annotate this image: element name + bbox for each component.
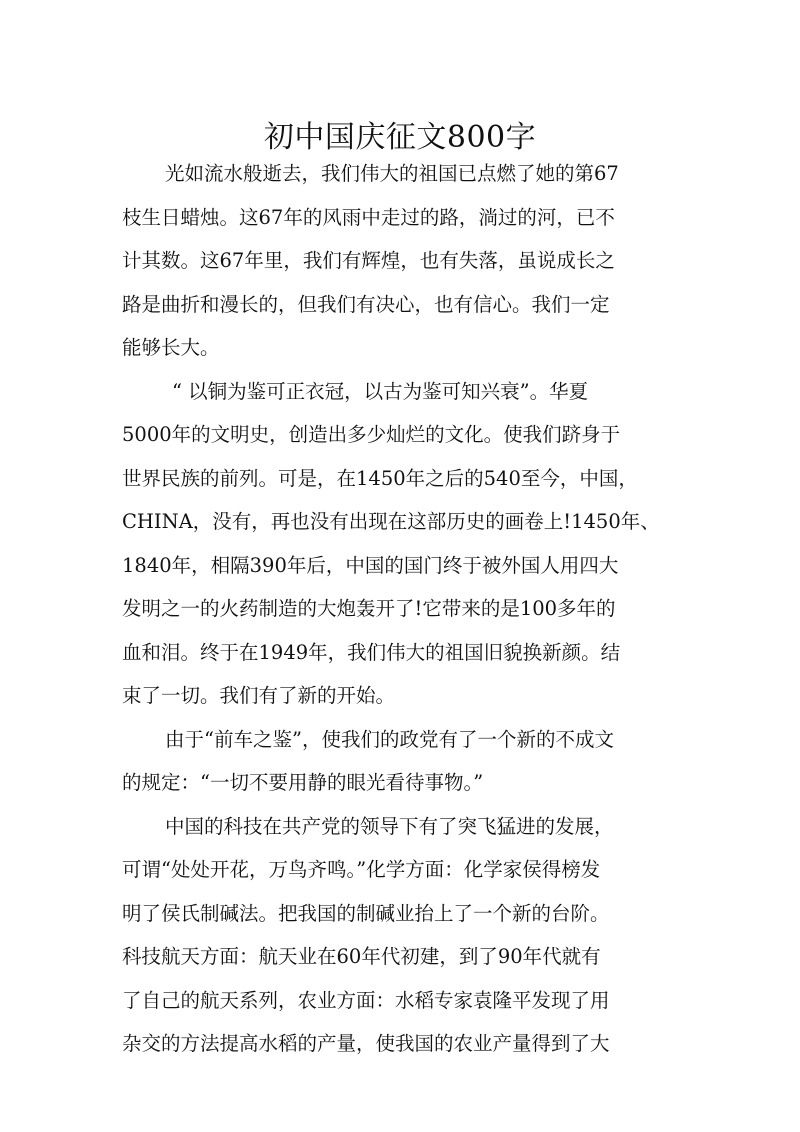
text-line: 计其数。这67年里，我们有辉煌，也有失落，虽说成长之 bbox=[122, 249, 615, 272]
text-line: 的规定：“一切不要用静的眼光看待事物。” bbox=[122, 771, 484, 794]
text-line: 科技航天方面：航天业在60年代初建，到了90年代就有 bbox=[122, 945, 601, 968]
text-line: 束了一切。我们有了新的开始。 bbox=[122, 684, 396, 707]
text-line: 能够长大。 bbox=[122, 336, 220, 359]
text-line: 血和泪。终于在1949年，我们伟大的祖国旧貌换新颜。结 bbox=[122, 640, 621, 664]
text-line: 光如流水般逝去，我们伟大的祖国已点燃了她的第67 bbox=[165, 162, 619, 185]
text-line: 路是曲折和漫长的，但我们有决心，也有信心。我们一定 bbox=[122, 292, 610, 316]
text-line: 了自己的航天系列，农业方面：水稻专家袁隆平发现了用 bbox=[122, 988, 610, 1012]
text-line: 杂交的方法提高水稻的产量，使我国的农业产量得到了大 bbox=[122, 1032, 610, 1055]
text-line: “ 以铜为鉴可正衣冠，以古为鉴可知兴衰”。华夏 bbox=[172, 379, 589, 403]
text-line: 明了侯氏制碱法。把我国的制碱业抬上了一个新的台阶。 bbox=[122, 901, 610, 925]
essay-body bbox=[122, 158, 682, 1072]
text-line: CHINA，没有，再也没有出现在这部历史的画卷上!1450年、 bbox=[122, 510, 660, 533]
text-line: 枝生日蜡烛。这67年的风雨中走过的路，淌过的河，已不 bbox=[122, 205, 615, 229]
text-line: 由于“前车之鉴”，使我们的政党有了一个新的不成文 bbox=[165, 727, 614, 751]
text-line: 发明之一的火药制造的大炮轰开了!它带来的是100多年的 bbox=[122, 597, 616, 620]
text-line: 1840年，相隔390年后，中国的国门终于被外国人用四大 bbox=[122, 553, 619, 577]
text-line: 世界民族的前列。可是，在1450年之后的540至今，中国， bbox=[122, 466, 638, 490]
text-line: 中国的科技在共产党的领导下有了突飞猛进的发展， bbox=[165, 814, 614, 838]
text-line: 5000年的文明史，创造出多少灿烂的文化。使我们跻身于 bbox=[122, 423, 621, 446]
text-line: 可谓“处处开花，万鸟齐鸣。”化学方面：化学家侯得榜发 bbox=[122, 858, 601, 881]
document-title: 初中国庆征文800字 bbox=[263, 120, 537, 156]
